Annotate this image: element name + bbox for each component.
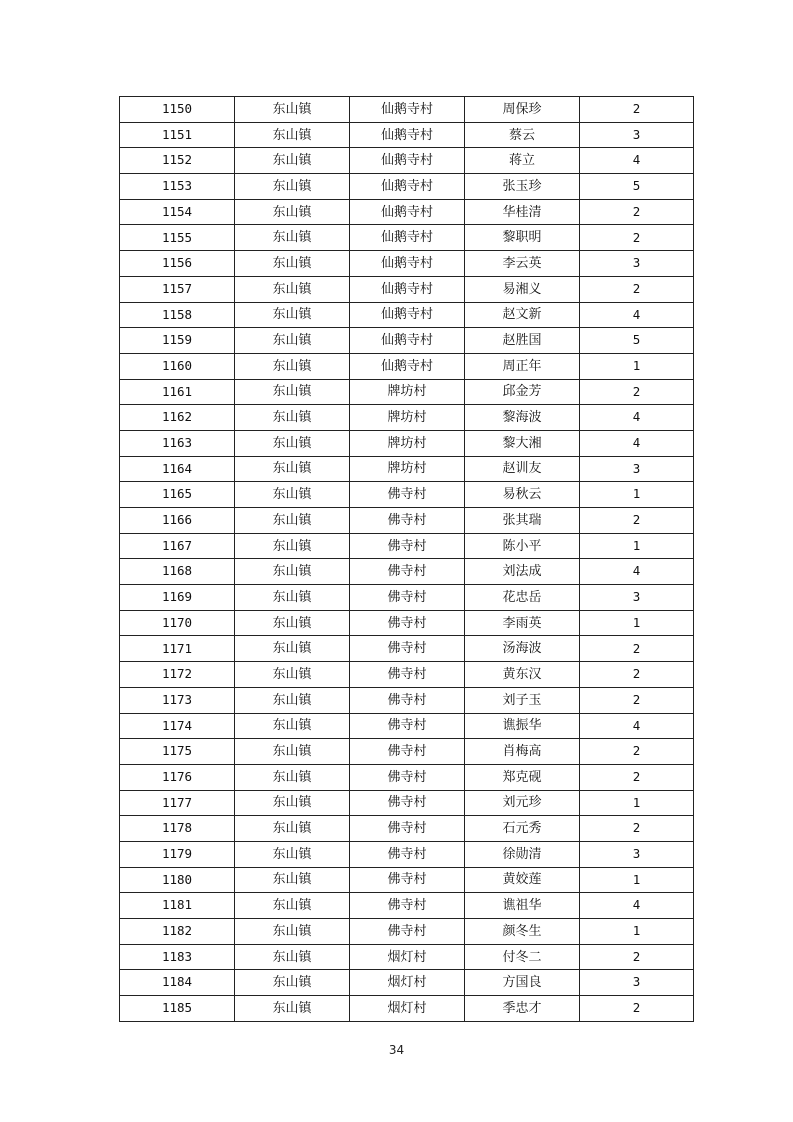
row-id-cell: 1180 (120, 867, 235, 893)
row-id-cell: 1162 (120, 405, 235, 431)
table-row (120, 996, 694, 1022)
table-row (120, 944, 694, 970)
row-name-cell: 易湘义 (465, 276, 580, 302)
row-village-cell: 仙鹅寺村 (350, 97, 465, 123)
row-village-cell: 佛寺村 (350, 713, 465, 739)
row-count-cell: 4 (580, 148, 694, 174)
row-id-cell: 1165 (120, 482, 235, 508)
row-town-cell: 东山镇 (235, 328, 350, 354)
table-row (120, 508, 694, 534)
row-village-cell: 仙鹅寺村 (350, 251, 465, 277)
table-row (120, 148, 694, 174)
row-id-cell: 1156 (120, 251, 235, 277)
row-village-cell: 仙鹅寺村 (350, 225, 465, 251)
table-row (120, 867, 694, 893)
table-row (120, 764, 694, 790)
row-town-cell: 东山镇 (235, 302, 350, 328)
row-town-cell: 东山镇 (235, 405, 350, 431)
row-town-cell: 东山镇 (235, 867, 350, 893)
row-count-cell: 2 (580, 508, 694, 534)
row-town-cell: 东山镇 (235, 919, 350, 945)
row-id-cell: 1173 (120, 687, 235, 713)
row-village-cell: 佛寺村 (350, 841, 465, 867)
row-count-cell: 3 (580, 970, 694, 996)
row-village-cell: 佛寺村 (350, 662, 465, 688)
row-count-cell: 1 (580, 353, 694, 379)
row-name-cell: 颜冬生 (465, 919, 580, 945)
table-row (120, 610, 694, 636)
row-count-cell: 3 (580, 251, 694, 277)
table-row (120, 841, 694, 867)
table-row (120, 456, 694, 482)
row-count-cell: 1 (580, 919, 694, 945)
row-town-cell: 东山镇 (235, 893, 350, 919)
row-name-cell: 郑克砚 (465, 764, 580, 790)
row-count-cell: 1 (580, 482, 694, 508)
row-name-cell: 易秋云 (465, 482, 580, 508)
row-village-cell: 牌坊村 (350, 405, 465, 431)
row-count-cell: 1 (580, 867, 694, 893)
row-count-cell: 2 (580, 662, 694, 688)
row-id-cell: 1174 (120, 713, 235, 739)
row-count-cell: 2 (580, 996, 694, 1022)
row-village-cell: 佛寺村 (350, 816, 465, 842)
row-name-cell: 张其瑞 (465, 508, 580, 534)
row-town-cell: 东山镇 (235, 199, 350, 225)
row-town-cell: 东山镇 (235, 944, 350, 970)
row-town-cell: 东山镇 (235, 379, 350, 405)
row-town-cell: 东山镇 (235, 97, 350, 123)
table-row (120, 893, 694, 919)
row-id-cell: 1178 (120, 816, 235, 842)
row-count-cell: 4 (580, 713, 694, 739)
row-name-cell: 黎海波 (465, 405, 580, 431)
row-village-cell: 佛寺村 (350, 867, 465, 893)
table-row (120, 405, 694, 431)
row-name-cell: 赵胜国 (465, 328, 580, 354)
row-count-cell: 2 (580, 816, 694, 842)
records-table (119, 96, 694, 1022)
row-id-cell: 1169 (120, 585, 235, 611)
table-row (120, 790, 694, 816)
row-name-cell: 汤海波 (465, 636, 580, 662)
row-name-cell: 蔡云 (465, 122, 580, 148)
row-id-cell: 1168 (120, 559, 235, 585)
row-town-cell: 东山镇 (235, 559, 350, 585)
row-count-cell: 2 (580, 379, 694, 405)
row-town-cell: 东山镇 (235, 430, 350, 456)
row-name-cell: 张玉珍 (465, 174, 580, 200)
row-id-cell: 1172 (120, 662, 235, 688)
row-name-cell: 刘法成 (465, 559, 580, 585)
row-town-cell: 东山镇 (235, 174, 350, 200)
row-count-cell: 3 (580, 585, 694, 611)
table-row (120, 174, 694, 200)
row-name-cell: 赵文新 (465, 302, 580, 328)
row-village-cell: 牌坊村 (350, 456, 465, 482)
row-town-cell: 东山镇 (235, 970, 350, 996)
row-village-cell: 牌坊村 (350, 379, 465, 405)
table-row (120, 662, 694, 688)
row-town-cell: 东山镇 (235, 687, 350, 713)
table-row (120, 379, 694, 405)
table-row (120, 199, 694, 225)
row-town-cell: 东山镇 (235, 482, 350, 508)
row-name-cell: 花忠岳 (465, 585, 580, 611)
row-village-cell: 佛寺村 (350, 559, 465, 585)
table-row (120, 636, 694, 662)
row-id-cell: 1157 (120, 276, 235, 302)
table-row (120, 302, 694, 328)
row-id-cell: 1160 (120, 353, 235, 379)
table-row (120, 97, 694, 123)
row-village-cell: 佛寺村 (350, 764, 465, 790)
row-name-cell: 方国良 (465, 970, 580, 996)
row-count-cell: 3 (580, 841, 694, 867)
row-id-cell: 1175 (120, 739, 235, 765)
row-count-cell: 2 (580, 199, 694, 225)
row-id-cell: 1164 (120, 456, 235, 482)
table-row (120, 225, 694, 251)
table-row (120, 559, 694, 585)
table-row (120, 251, 694, 277)
row-village-cell: 仙鹅寺村 (350, 199, 465, 225)
row-count-cell: 4 (580, 893, 694, 919)
row-count-cell: 2 (580, 687, 694, 713)
row-town-cell: 东山镇 (235, 585, 350, 611)
table-row (120, 430, 694, 456)
table-row (120, 122, 694, 148)
row-town-cell: 东山镇 (235, 996, 350, 1022)
row-name-cell: 周保珍 (465, 97, 580, 123)
row-count-cell: 2 (580, 739, 694, 765)
row-town-cell: 东山镇 (235, 508, 350, 534)
row-name-cell: 黎职明 (465, 225, 580, 251)
row-village-cell: 烟灯村 (350, 970, 465, 996)
row-name-cell: 刘子玉 (465, 687, 580, 713)
row-name-cell: 周正年 (465, 353, 580, 379)
row-village-cell: 仙鹅寺村 (350, 353, 465, 379)
row-id-cell: 1153 (120, 174, 235, 200)
row-village-cell: 佛寺村 (350, 919, 465, 945)
row-id-cell: 1177 (120, 790, 235, 816)
row-id-cell: 1181 (120, 893, 235, 919)
table-row (120, 739, 694, 765)
row-village-cell: 佛寺村 (350, 687, 465, 713)
row-id-cell: 1171 (120, 636, 235, 662)
row-id-cell: 1150 (120, 97, 235, 123)
row-town-cell: 东山镇 (235, 790, 350, 816)
row-village-cell: 佛寺村 (350, 610, 465, 636)
row-town-cell: 东山镇 (235, 739, 350, 765)
row-id-cell: 1167 (120, 533, 235, 559)
row-id-cell: 1176 (120, 764, 235, 790)
row-town-cell: 东山镇 (235, 251, 350, 277)
row-name-cell: 赵训友 (465, 456, 580, 482)
row-id-cell: 1152 (120, 148, 235, 174)
row-village-cell: 佛寺村 (350, 893, 465, 919)
row-town-cell: 东山镇 (235, 353, 350, 379)
row-name-cell: 谯祖华 (465, 893, 580, 919)
row-count-cell: 2 (580, 636, 694, 662)
row-count-cell: 2 (580, 97, 694, 123)
row-id-cell: 1184 (120, 970, 235, 996)
row-town-cell: 东山镇 (235, 533, 350, 559)
row-name-cell: 陈小平 (465, 533, 580, 559)
row-village-cell: 佛寺村 (350, 790, 465, 816)
row-town-cell: 东山镇 (235, 636, 350, 662)
row-village-cell: 烟灯村 (350, 944, 465, 970)
row-id-cell: 1155 (120, 225, 235, 251)
row-id-cell: 1158 (120, 302, 235, 328)
table-row (120, 533, 694, 559)
row-id-cell: 1159 (120, 328, 235, 354)
row-village-cell: 仙鹅寺村 (350, 122, 465, 148)
row-count-cell: 5 (580, 174, 694, 200)
row-name-cell: 黄东汉 (465, 662, 580, 688)
records-table-body (120, 97, 694, 1022)
row-town-cell: 东山镇 (235, 713, 350, 739)
row-village-cell: 佛寺村 (350, 482, 465, 508)
table-row (120, 816, 694, 842)
row-count-cell: 2 (580, 944, 694, 970)
row-town-cell: 东山镇 (235, 456, 350, 482)
row-id-cell: 1166 (120, 508, 235, 534)
row-village-cell: 仙鹅寺村 (350, 148, 465, 174)
row-town-cell: 东山镇 (235, 225, 350, 251)
row-count-cell: 4 (580, 302, 694, 328)
row-name-cell: 李云英 (465, 251, 580, 277)
row-town-cell: 东山镇 (235, 122, 350, 148)
row-id-cell: 1170 (120, 610, 235, 636)
row-id-cell: 1151 (120, 122, 235, 148)
row-count-cell: 5 (580, 328, 694, 354)
row-village-cell: 佛寺村 (350, 508, 465, 534)
row-name-cell: 季忠才 (465, 996, 580, 1022)
row-name-cell: 付冬二 (465, 944, 580, 970)
row-village-cell: 仙鹅寺村 (350, 328, 465, 354)
row-village-cell: 仙鹅寺村 (350, 276, 465, 302)
row-name-cell: 肖梅高 (465, 739, 580, 765)
row-name-cell: 李雨英 (465, 610, 580, 636)
row-name-cell: 徐勋清 (465, 841, 580, 867)
row-count-cell: 4 (580, 430, 694, 456)
row-village-cell: 仙鹅寺村 (350, 302, 465, 328)
row-id-cell: 1179 (120, 841, 235, 867)
table-row (120, 482, 694, 508)
row-name-cell: 谯振华 (465, 713, 580, 739)
table-row (120, 919, 694, 945)
row-name-cell: 刘元珍 (465, 790, 580, 816)
row-name-cell: 黎大湘 (465, 430, 580, 456)
table-row (120, 585, 694, 611)
row-town-cell: 东山镇 (235, 148, 350, 174)
row-id-cell: 1161 (120, 379, 235, 405)
row-count-cell: 1 (580, 533, 694, 559)
row-village-cell: 佛寺村 (350, 739, 465, 765)
row-id-cell: 1185 (120, 996, 235, 1022)
table-row (120, 713, 694, 739)
row-count-cell: 4 (580, 405, 694, 431)
row-id-cell: 1163 (120, 430, 235, 456)
row-name-cell: 蒋立 (465, 148, 580, 174)
table-row (120, 328, 694, 354)
row-count-cell: 1 (580, 790, 694, 816)
row-town-cell: 东山镇 (235, 764, 350, 790)
row-count-cell: 3 (580, 122, 694, 148)
row-village-cell: 牌坊村 (350, 430, 465, 456)
row-village-cell: 佛寺村 (350, 533, 465, 559)
row-village-cell: 佛寺村 (350, 636, 465, 662)
row-name-cell: 石元秀 (465, 816, 580, 842)
page-number: 34 (388, 1043, 405, 1057)
table-row (120, 276, 694, 302)
row-town-cell: 东山镇 (235, 610, 350, 636)
row-id-cell: 1183 (120, 944, 235, 970)
table-row (120, 970, 694, 996)
row-village-cell: 佛寺村 (350, 585, 465, 611)
row-count-cell: 2 (580, 276, 694, 302)
row-id-cell: 1182 (120, 919, 235, 945)
row-count-cell: 3 (580, 456, 694, 482)
row-name-cell: 华桂清 (465, 199, 580, 225)
row-town-cell: 东山镇 (235, 276, 350, 302)
row-id-cell: 1154 (120, 199, 235, 225)
row-town-cell: 东山镇 (235, 841, 350, 867)
row-town-cell: 东山镇 (235, 662, 350, 688)
row-name-cell: 黄姣莲 (465, 867, 580, 893)
table-row (120, 687, 694, 713)
row-village-cell: 烟灯村 (350, 996, 465, 1022)
row-village-cell: 仙鹅寺村 (350, 174, 465, 200)
row-name-cell: 邱金芳 (465, 379, 580, 405)
row-count-cell: 2 (580, 225, 694, 251)
row-count-cell: 4 (580, 559, 694, 585)
row-town-cell: 东山镇 (235, 816, 350, 842)
table-row (120, 353, 694, 379)
row-count-cell: 1 (580, 610, 694, 636)
row-count-cell: 2 (580, 764, 694, 790)
